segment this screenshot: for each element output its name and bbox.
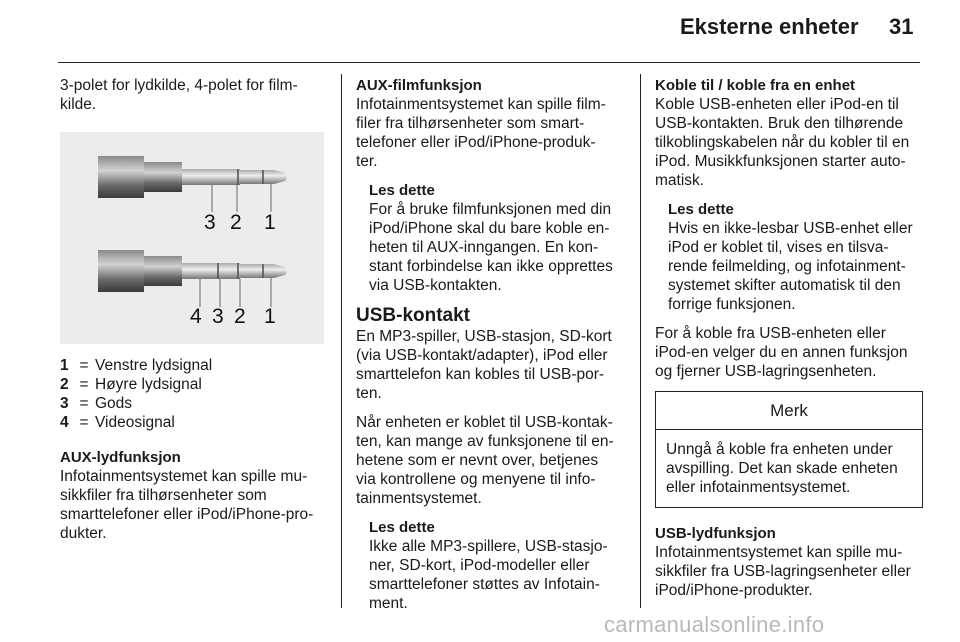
note-connect: [655, 200, 923, 314]
column-2: [356, 76, 624, 623]
note-title: Les dette: [369, 182, 435, 199]
aux-audio-heading: AUX-lydfunksjon: [60, 449, 181, 466]
usb-paragraph-2: Når enheten er koblet til USB-kontak- ten, kan mange av funksjonene til en- hetene som er nevnt over, betjenes via kontrollene og menyene til info- tainmentsystemet.: [356, 414, 614, 507]
page-header-title: Eksterne enheter: [680, 14, 859, 39]
legend-text: Gods: [95, 395, 133, 412]
connect-heading: Koble til / koble fra en enhet: [655, 77, 856, 94]
note-text: For å bruke filmfunksjonen med din iPod/iPhone skal du bare koble en- heten til AUX-inngangen. En kon- stant forbindelse kan ikke opprettes via USB-kontakten.: [369, 201, 613, 294]
plug-4-pole: [98, 250, 287, 307]
column-divider-2: [640, 74, 641, 608]
warning-box-text: Unngå å koble fra enheten under avspilling. Det kan skade enheten eller infotainmentsystemet.: [666, 441, 898, 496]
legend-equals: =: [79, 414, 89, 431]
legend-equals: =: [79, 357, 89, 374]
usb-heading: USB-kontakt: [356, 305, 471, 326]
figure-label-1: 1: [264, 305, 276, 328]
jack-plugs-illustration: [60, 132, 324, 344]
figure-label-3: 3: [204, 211, 216, 234]
note-text: Hvis en ikke-lesbar USB-enhet eller iPod er koblet til, vises en tilsva- rende feilmelding, og infotainment- systemet skifter automatisk til den forrige funksjonen.: [668, 220, 913, 313]
page-number: 31: [889, 14, 914, 39]
watermark: carmanualsonline.info: [604, 612, 825, 637]
usb-audio-text: Infotainmentsystemet kan spille mu- sikkfiler fra USB-lagringsenheter eller iPod/iPhone-produkter.: [655, 544, 911, 599]
usb-audio-heading: USB-lydfunksjon: [655, 525, 776, 542]
legend-item: [60, 413, 326, 432]
column-1: [60, 76, 326, 553]
legend-number: 2: [60, 376, 69, 393]
jack-plug-figure: [60, 132, 324, 344]
figure-legend: [60, 356, 326, 432]
legend-item: [60, 356, 326, 375]
column-divider-1: [341, 74, 342, 608]
note-title: Les dette: [369, 519, 435, 536]
warning-box: [655, 391, 923, 508]
disconnect-text: For å koble fra USB-enheten eller iPod-en velger du en annen funksjon og fjerner USB-lagringsenheten.: [655, 325, 908, 380]
column-3: [655, 76, 923, 610]
legend-number: 1: [60, 357, 69, 374]
note-text: Ikke alle MP3-spillere, USB-stasjo- ner, SD-kort, iPod-modeller eller smarttelefoner støttes av Infotain- ment.: [369, 538, 608, 612]
figure-label-4: 4: [190, 305, 202, 328]
usb-paragraph-1: En MP3-spiller, USB-stasjon, SD-kort (via USB-kontakt/adapter), iPod eller smarttelefon kan kobles til USB-por- ten.: [356, 328, 612, 402]
aux-film-text: Infotainmentsystemet kan spille film- filer fra tilhørsenheter som smart- telefoner eller iPod/iPhone-produk- ter.: [356, 96, 606, 170]
legend-item: [60, 375, 326, 394]
aux-audio-text: Infotainmentsystemet kan spille mu- sikkfiler fra tilhørsenheter som smarttelefoner eller iPod/iPhone-pro- dukter.: [60, 468, 314, 542]
plug-3-pole: [98, 156, 287, 212]
legend-equals: =: [79, 376, 89, 393]
legend-equals: =: [79, 395, 89, 412]
note-film: [356, 181, 624, 295]
figure-label-2: 2: [230, 211, 242, 234]
figure-label-3: 3: [212, 305, 224, 328]
connect-text: Koble USB-enheten eller iPod-en til USB-kontakten. Bruk den tilhørende tilkoblingskabelen når du kobler til en iPod. Musikkfunksjonen starter auto- matisk.: [655, 96, 910, 189]
figure-label-1: 1: [264, 211, 276, 234]
figure-label-2: 2: [234, 305, 246, 328]
legend-item: [60, 394, 326, 413]
aux-film-heading: AUX-filmfunksjon: [356, 77, 482, 94]
legend-number: 3: [60, 395, 69, 412]
note-title: Les dette: [668, 201, 734, 218]
warning-box-title: Merk: [656, 392, 922, 430]
intro-text: 3-polet for lydkilde, 4-polet for film- kilde.: [60, 77, 298, 113]
note-usb: [356, 518, 624, 613]
legend-text: Høyre lydsignal: [95, 376, 202, 393]
header-rule: [58, 62, 920, 63]
legend-text: Venstre lydsignal: [95, 357, 213, 374]
legend-text: Videosignal: [95, 414, 175, 431]
legend-number: 4: [60, 414, 69, 431]
